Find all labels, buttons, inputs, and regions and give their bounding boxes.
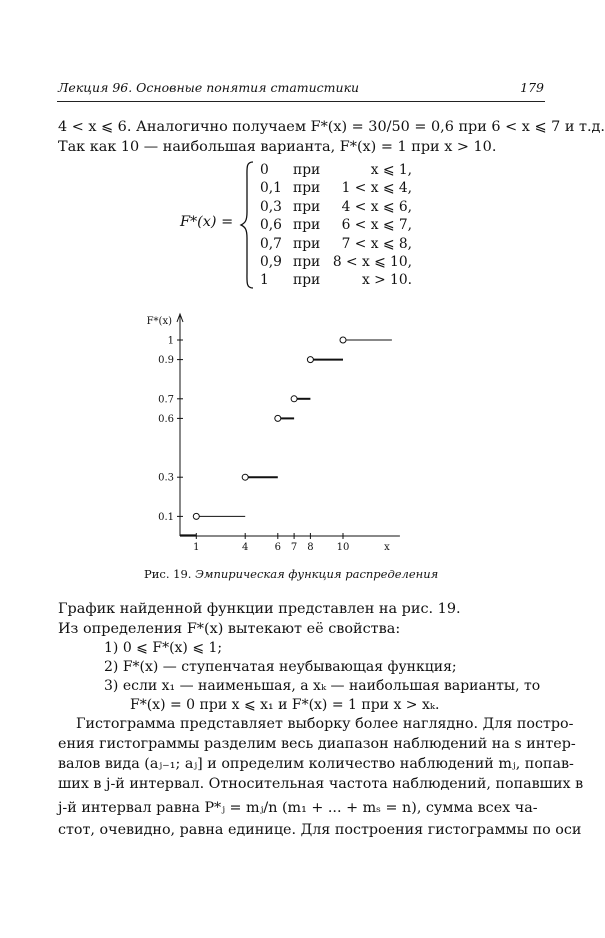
pw-value: 0,3 <box>260 198 282 215</box>
y-tick-label: 0.9 <box>158 355 174 367</box>
piecewise-row <box>260 272 412 290</box>
x-tick-label: 1 <box>193 542 200 553</box>
paragraph-line: j-й интервал равна P*ⱼ = mⱼ/n (m₁ + ... + mₛ = n), сумма всех ча- <box>58 800 538 816</box>
figure-caption <box>144 567 438 581</box>
pw-value: 0,7 <box>260 235 282 252</box>
x-tick-label: 6 <box>274 542 281 553</box>
y-tick-label: 0.1 <box>158 511 174 523</box>
piecewise-row <box>260 180 412 198</box>
left-brace <box>240 160 256 290</box>
open-point <box>242 474 248 480</box>
paragraph-line: Гистограмма представляет выборку более наглядно. Для постро- <box>76 716 574 732</box>
open-point <box>193 513 199 519</box>
y-tick-label: 0.7 <box>158 394 174 406</box>
y-axis-label: F*(x) <box>146 316 172 327</box>
y-tick-label: 0.3 <box>158 472 174 484</box>
pw-word: при <box>293 235 321 252</box>
paragraph-line: ения гистограммы разделим весь диапазон наблюдений на s интер- <box>58 736 576 752</box>
piecewise-row <box>260 236 412 254</box>
pw-value: 0,9 <box>260 253 282 270</box>
x-tick-label: 7 <box>290 542 298 553</box>
header-rule <box>57 101 545 102</box>
piecewise-row <box>260 162 412 180</box>
page-number: 179 <box>520 80 544 95</box>
y-tick-label: 1 <box>167 335 174 347</box>
pw-condition: 4 < x ⩽ 6, <box>341 198 412 215</box>
body-line-1: График найденной функции представлен на рис. 19. <box>58 601 461 617</box>
pw-word: при <box>293 272 321 289</box>
step-function-chart <box>146 308 460 560</box>
piecewise-lhs: F*(x) = <box>180 214 234 230</box>
piecewise-row <box>260 217 412 235</box>
pw-condition: 7 < x ⩽ 8, <box>341 235 412 252</box>
open-point <box>291 396 297 402</box>
pw-condition: 6 < x ⩽ 7, <box>341 217 412 234</box>
property-item: 3) если x₁ — наименьшая, а xₖ — наибольшая варианты, то <box>104 678 541 694</box>
running-title: Лекция 96. Основные понятия статистики <box>58 80 360 95</box>
pw-word: при <box>293 198 321 215</box>
property-item: F*(x) = 0 при x ⩽ x₁ и F*(x) = 1 при x > xₖ. <box>130 697 440 713</box>
intro-line-2: Так как 10 — наибольшая варианта, F*(x) = 1 при x > 10. <box>58 139 497 155</box>
body-line-2: Из определения F*(x) вытекают её свойства: <box>58 621 401 637</box>
piecewise-rows <box>260 162 412 291</box>
pw-value: 0,1 <box>260 180 282 197</box>
open-point <box>340 337 346 343</box>
pw-condition: x ⩽ 1, <box>370 162 412 178</box>
property-item: 2) F*(x) — ступенчатая неубывающая функция; <box>104 659 457 675</box>
caption-text: Эмпирическая функция распределения <box>195 567 439 581</box>
piecewise-row <box>260 254 412 272</box>
paragraph-line: стот, очевидно, равна единице. Для построения гистограммы по оси <box>58 822 582 838</box>
open-point <box>307 357 313 363</box>
pw-word: при <box>293 253 321 270</box>
x-tick-label: 10 <box>336 542 350 553</box>
piecewise-row <box>260 199 412 217</box>
open-point <box>275 415 281 421</box>
property-item: 1) 0 ⩽ F*(x) ⩽ 1; <box>104 640 223 656</box>
x-axis-label: x <box>384 542 390 553</box>
y-tick-label: 0.6 <box>158 413 174 425</box>
paragraph-line: валов вида (aⱼ₋₁; aⱼ] и определим количество наблюдений mⱼ, попав- <box>58 756 574 772</box>
pw-value: 0 <box>260 162 269 178</box>
pw-word: при <box>293 217 321 234</box>
pw-value: 1 <box>260 272 269 289</box>
intro-line-1: 4 < x ⩽ 6. Аналогично получаем F*(x) = 30/50 = 0,6 при 6 < x ⩽ 7 и т.д. <box>58 119 605 135</box>
caption-number: Рис. 19. <box>144 567 192 581</box>
pw-condition: 8 < x ⩽ 10, <box>332 253 412 270</box>
paragraph-line: ших в j-й интервал. Относительная частота наблюдений, попавших в <box>58 776 584 792</box>
pw-word: при <box>293 180 321 197</box>
pw-condition: 1 < x ⩽ 4, <box>341 180 412 197</box>
pw-condition: x > 10. <box>361 272 412 289</box>
pw-word: при <box>293 162 321 178</box>
pw-value: 0,6 <box>260 217 282 234</box>
x-tick-label: 8 <box>307 542 314 553</box>
x-tick-label: 4 <box>242 542 249 553</box>
